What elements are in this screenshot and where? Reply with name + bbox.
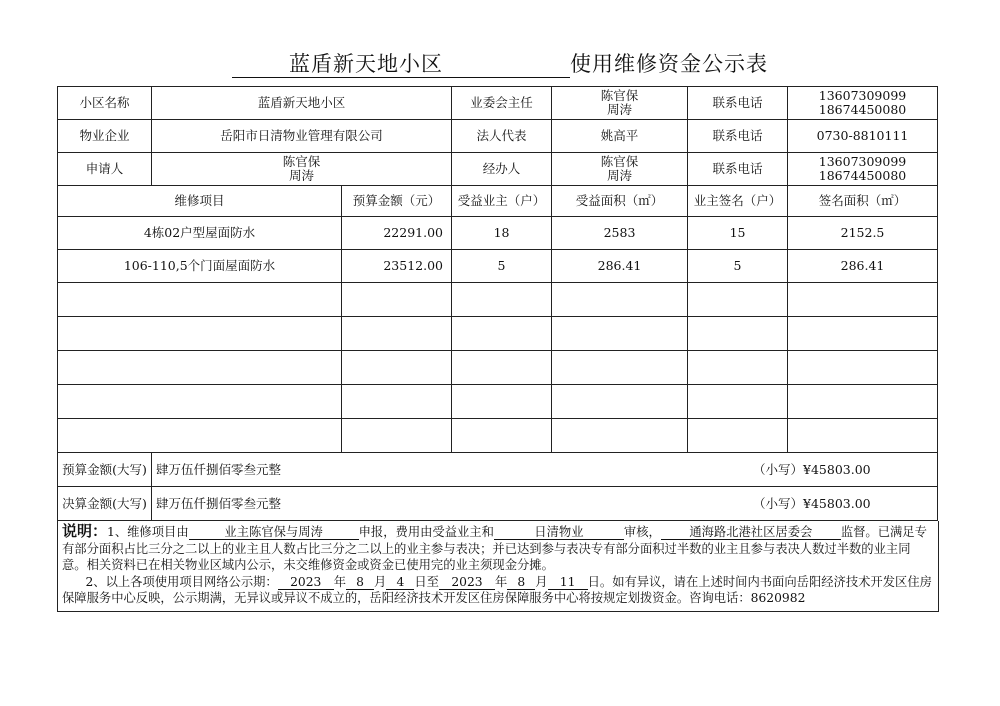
- final-upper: 肆万伍仟捌佰零叁元整: [156, 495, 282, 511]
- start-day: 4: [386, 575, 414, 590]
- table-row: [58, 217, 938, 250]
- empty-row: [58, 385, 938, 419]
- start-month: 8: [346, 575, 374, 590]
- property-label: 物业企业: [58, 120, 152, 153]
- budget-upper: 肆万伍仟捌佰零叁元整: [156, 461, 282, 477]
- table-row: [58, 250, 938, 283]
- community-value: 蓝盾新天地小区: [152, 87, 452, 120]
- empty-row: [58, 317, 938, 351]
- row-item: 4栋02户型屋面防水: [58, 217, 342, 250]
- property-value: 岳阳市日清物业管理有限公司: [152, 120, 452, 153]
- end-year: 2023: [439, 575, 495, 590]
- column-header-row: [58, 186, 938, 217]
- col-signed-area: 签名面积（㎡）: [788, 186, 938, 217]
- notes: 说明：1、维修项目由 业主陈官保与周涛 申报，费用由受益业主和 日清物业 审核， 通海路北港社区居委会 监督。已满足专有部分面积占比三分之二以上的业主且人数占比三分之二以上的业主参与表决；并已达到参与表决专有部分面积过半数的业主且参与表决人数过半数的业主同意。相关资料已在相关物业区域内公示，未交维修资金或资金已使用完的业主须现金分摊。 2、以上各项使用项目网络公示期： 2023 年 8 月 4 日至 2023 年 8 月 11 日。如有异议，请在上述时间内书面向岳阳经济技术开发区住房保障服务中心反映，公示期满，无异议或异议不成立的，岳阳经济技术开发区住房保障服务中心将按规定划拨资金。咨询电话：8620982: [57, 521, 939, 612]
- start-year: 2023: [278, 575, 334, 590]
- budget-lower: （小写）¥45803.00: [753, 461, 871, 477]
- legal-label: 法人代表: [452, 120, 552, 153]
- phone-label-2: 联系电话: [688, 120, 788, 153]
- empty-row: [58, 283, 938, 317]
- final-amount: [152, 487, 938, 521]
- title-suffix: 使用维修资金公示表: [570, 52, 768, 76]
- applicant-value: 陈官保 周涛: [152, 153, 452, 186]
- col-item: 维修项目: [58, 186, 342, 217]
- page-title: [0, 48, 1000, 78]
- applicant-label: 申请人: [58, 153, 152, 186]
- empty-row: [58, 351, 938, 385]
- row-amount: 22291.00: [342, 217, 452, 250]
- row-owners: 18: [452, 217, 552, 250]
- empty-row: [58, 419, 938, 453]
- budget-amount: [152, 453, 938, 487]
- row-area: 2583: [552, 217, 688, 250]
- row-signed-area: 286.41: [788, 250, 938, 283]
- row-signed-area: 2152.5: [788, 217, 938, 250]
- budget-label: 预算金额(大写): [58, 453, 152, 487]
- committee-value: 陈官保 周涛: [552, 87, 688, 120]
- row-signed: 5: [688, 250, 788, 283]
- company-fill: 日清物业: [494, 525, 624, 540]
- end-day: 11: [548, 575, 588, 590]
- col-amount: 预算金额（元）: [342, 186, 452, 217]
- final-lower: （小写）¥45803.00: [753, 495, 871, 511]
- notes-heading: 说明：: [62, 522, 108, 540]
- phone-value: 13607309099 18674450080: [788, 87, 938, 120]
- final-row: [58, 487, 938, 521]
- community-label: 小区名称: [58, 87, 152, 120]
- handler-phone: 13607309099 18674450080: [788, 153, 938, 186]
- row-signed: 15: [688, 217, 788, 250]
- budget-row: [58, 453, 938, 487]
- title-community: 蓝盾新天地小区: [232, 51, 500, 78]
- col-owners: 受益业主（户）: [452, 186, 552, 217]
- applicant-fill: 业主陈官保与周涛: [189, 525, 359, 540]
- title-blank: [500, 51, 570, 78]
- handler-label: 经办人: [452, 153, 552, 186]
- phone-label-3: 联系电话: [688, 153, 788, 186]
- row-amount: 23512.00: [342, 250, 452, 283]
- fund-table: [57, 86, 938, 521]
- phone-label: 联系电话: [688, 87, 788, 120]
- legal-value: 姚高平: [552, 120, 688, 153]
- property-phone: 0730-8810111: [788, 120, 938, 153]
- col-area: 受益面积（㎡）: [552, 186, 688, 217]
- final-label: 决算金额(大写): [58, 487, 152, 521]
- end-month: 8: [507, 575, 535, 590]
- col-signed: 业主签名（户）: [688, 186, 788, 217]
- committee-label: 业委会主任: [452, 87, 552, 120]
- reviewer-fill: 通海路北港社区居委会: [661, 525, 841, 540]
- handler-value: 陈官保 周涛: [552, 153, 688, 186]
- row-owners: 5: [452, 250, 552, 283]
- row-area: 286.41: [552, 250, 688, 283]
- row-item: 106-110,5个门面屋面防水: [58, 250, 342, 283]
